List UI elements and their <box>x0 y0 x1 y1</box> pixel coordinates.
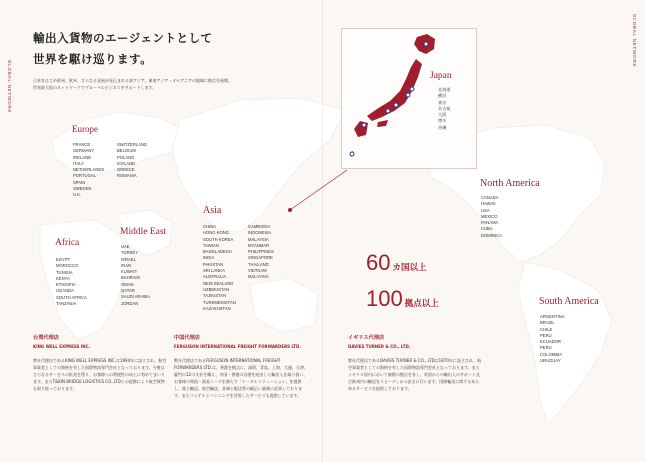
country-item: IRAN <box>121 262 132 268</box>
stat-countries-unit: カ国以上 <box>392 262 427 272</box>
title-line-2: 世界を駆け巡ります。 <box>33 52 153 66</box>
japan-map <box>342 29 476 168</box>
country-item: ECUADOR <box>540 339 561 345</box>
country-item: MEXICO <box>481 213 498 219</box>
country-item: ICELAND <box>117 160 136 166</box>
agent-china-body: 弊社代理店であるFERGUSON INTERNATIONAL FREIGHT FORWARDERS LTD.は、香港を拠点に、深圳、青島、上海、大連、天津、廈門の12の支社を構え、中国・香港の各港を経由した輸出入を取り扱い、お客様の物流・貿易ニーズを満たす「トータルソリューション」を提供し、陸上輸送、航空輸送、倉庫と配送等の幅広い業務に従事しております。またコンテナとバンニングを活用したサービスも提供しています。 <box>174 358 308 398</box>
country-item: BELGIUM <box>117 148 136 154</box>
region-japan-title: Japan <box>430 71 452 81</box>
country-item: FRANCE <box>73 142 91 147</box>
country-item: 東京 <box>438 99 447 105</box>
country-item: TUNISIA <box>56 269 73 275</box>
country-item: CAMBODIA <box>248 224 271 229</box>
country-item: ROMANIA <box>117 173 137 179</box>
north-america-list <box>481 195 502 239</box>
africa-list <box>56 257 87 307</box>
country-item: NETHERLANDS <box>73 167 105 173</box>
connector-line <box>290 170 347 210</box>
country-item: AUSTRALIA <box>203 274 227 280</box>
country-item: UGANDA <box>56 288 74 294</box>
country-item: BAHRAIN <box>121 275 140 281</box>
country-item: KAZAKHSTAN <box>203 305 231 311</box>
stat-bases <box>366 286 439 312</box>
japan-list <box>438 87 451 131</box>
stat-bases-unit: 拠点以上 <box>404 298 439 308</box>
map-south-america <box>518 262 612 425</box>
japan-shikoku <box>377 120 388 127</box>
country-item: 名古屋 <box>438 105 451 111</box>
region-europe-title: Europe <box>72 124 98 134</box>
country-item: THAILAND <box>248 261 269 267</box>
region-africa-title: Africa <box>55 238 80 248</box>
europe-list-2 <box>117 142 147 180</box>
agent-taiwan-body: 弊社代理店であるKING WELL EXPRESS INC.は1994年に設立され、航空事業者としての資格を有した国際物流専門会社となっております。今後はさらなるサービスの拡充を図り、お客様への利便性の向上に努めてまいります。またT&KIN BRIDGE LOGISTICS CO.,LTDとの提携により航空貨物も取り扱っております。 <box>33 358 167 391</box>
country-item: INDIA <box>203 255 215 261</box>
country-item: ARGENTINA <box>540 314 565 319</box>
country-item: KENYA <box>56 275 70 281</box>
country-item: URUGUAY <box>540 358 561 364</box>
country-item: SWITZERLAND <box>117 142 148 147</box>
country-item: CHILE <box>540 326 553 332</box>
asia-list-2 <box>248 224 274 281</box>
marker-okinawa <box>350 152 354 156</box>
country-item: IRELAND <box>73 154 92 160</box>
country-item: INDONESIA <box>248 230 272 236</box>
agent-china-company: FERGUSON INTERNATIONAL FREIGHT FORWARDERS LTD. <box>174 344 301 349</box>
country-item: GREECE <box>117 167 135 173</box>
country-item: ISRAEL <box>121 256 136 262</box>
country-item: SRI LANKA <box>203 268 225 274</box>
marker-osaka <box>386 109 390 113</box>
agent-china-heading: 中国代理店 <box>174 335 200 341</box>
country-item: CANADA <box>481 195 499 200</box>
country-item: HAWAII <box>481 201 496 207</box>
country-item: 博多 <box>438 118 447 124</box>
country-item: SWEDEN <box>73 186 92 192</box>
stat-countries-number: 60 <box>366 250 391 275</box>
country-item: KUWAIT <box>121 269 138 275</box>
country-item: BANGLADESH <box>203 249 232 255</box>
japan-marker <box>288 208 292 212</box>
country-item: MALAYSIA <box>248 274 269 280</box>
country-item: GERMANY <box>73 148 95 154</box>
country-item: TURKMENISTAN <box>203 299 236 305</box>
country-item: POLAND <box>117 154 135 160</box>
country-item: JORDAN <box>121 300 139 306</box>
asia-list-1 <box>203 224 236 312</box>
agent-uk-heading: イギリス代理店 <box>348 335 385 341</box>
map-australia <box>250 278 318 332</box>
country-item: SOUTH AFRICA <box>56 294 87 300</box>
country-item: 大阪 <box>438 112 447 118</box>
region-asia-title: Asia <box>203 205 222 216</box>
country-item: UAE <box>121 244 130 249</box>
intro-line-2: 世界最大級のネットワークでグローバルビジネスをサポートします。 <box>33 85 157 90</box>
country-item: ITALY <box>73 160 85 166</box>
country-item: 沖縄 <box>438 124 447 130</box>
country-item: PAKISTAN <box>203 261 224 267</box>
map-asia <box>172 98 345 232</box>
country-item: BRAZIL <box>540 320 555 326</box>
agent-china <box>174 334 309 399</box>
country-item: SINGAPORE <box>248 255 273 261</box>
country-item: CHINA <box>203 224 217 229</box>
country-item: SOUTH KOREA <box>203 236 234 242</box>
region-middle-east-title: Middle East <box>120 227 167 237</box>
marker-tokyo <box>410 87 414 91</box>
title-line-1: 輸出入貨物のエージェントとして <box>33 31 213 45</box>
agent-uk-body: 弊社代理店であるDAVIES TURNER & CO., LTDは1870年に設立され、航空事業者としての資格を有した国際物流専門会社となっております。またイギリス国内において複数の拠点を有し、英国からの輸出入のサポート及び欧州内の輸送をスピーディかつ安全に行います。国際輸送に関するあらゆるサービスを提供しております。 <box>348 358 482 391</box>
country-item: PERU <box>540 345 552 351</box>
country-item: HONG KONG <box>203 230 230 236</box>
side-label-right: GLOBAL NETWORK <box>632 14 637 68</box>
region-south-america-title: South America <box>539 296 599 307</box>
country-item: SPAIN <box>73 179 86 185</box>
country-item: TAJIKISTAN <box>203 293 227 299</box>
country-item: USA <box>481 207 490 213</box>
country-item: OMAN <box>121 281 134 287</box>
marker-yokohama <box>406 93 410 97</box>
japan-inset <box>341 28 477 169</box>
country-item: MALAYSIA <box>248 236 269 242</box>
intro-text <box>33 77 233 91</box>
agent-taiwan-heading: 台湾代理店 <box>33 335 59 341</box>
intro-line-1: 日本をはじめ欧州、欧米、さらなる発展が見込まれる東アジア、東南アジア・オセアニアの地域に拠点を展開。 <box>33 78 233 83</box>
stat-bases-number: 100 <box>366 286 403 311</box>
country-item: U.K. <box>73 192 82 198</box>
country-item: DOMINICA <box>481 232 502 238</box>
stat-countries <box>366 250 427 276</box>
country-item: VIETNAM <box>248 268 267 274</box>
agent-uk <box>348 334 483 392</box>
country-item: 横浜 <box>438 93 447 99</box>
country-item: UZBEKISTAN <box>203 286 229 292</box>
page-title <box>33 28 213 70</box>
country-item: EGYPT <box>56 257 71 262</box>
middle-east-list <box>121 244 150 307</box>
country-item: PANAMA <box>481 220 499 226</box>
agent-taiwan-company: KING WELL EXPRESS INC. <box>33 344 91 349</box>
country-item: CUBA <box>481 226 493 232</box>
country-item: QATAR <box>121 288 135 294</box>
agent-taiwan <box>33 334 168 392</box>
country-item: TURKEY <box>121 250 138 256</box>
country-item: 北海道 <box>438 87 451 92</box>
country-item: COLOMBIA <box>540 351 563 357</box>
country-item: TAIWAN <box>203 242 219 248</box>
agent-uk-company: DAVIES TURNER & CO., LTD. <box>348 344 411 349</box>
marker-hakata <box>362 123 366 127</box>
country-item: MOROCCO <box>56 263 79 269</box>
country-item: MYANMAR <box>248 242 270 248</box>
region-north-america-title: North America <box>480 178 540 189</box>
europe-list-1 <box>73 142 104 199</box>
south-america-list <box>540 314 564 364</box>
country-item: ETHIOPIA <box>56 282 76 288</box>
marker-hokkaido <box>424 42 428 46</box>
country-item: SAUDI ARABIA <box>121 294 151 300</box>
country-item: TANZANIA <box>56 301 77 307</box>
marker-nagoya <box>394 103 398 107</box>
country-item: PORTUGAL <box>73 173 96 179</box>
country-item: PERU <box>540 332 552 338</box>
country-item: NEW ZEALAND <box>203 280 234 286</box>
side-label-left: GLOBAL NETWORK <box>7 60 12 114</box>
country-item: PHILIPPINES <box>248 249 274 255</box>
